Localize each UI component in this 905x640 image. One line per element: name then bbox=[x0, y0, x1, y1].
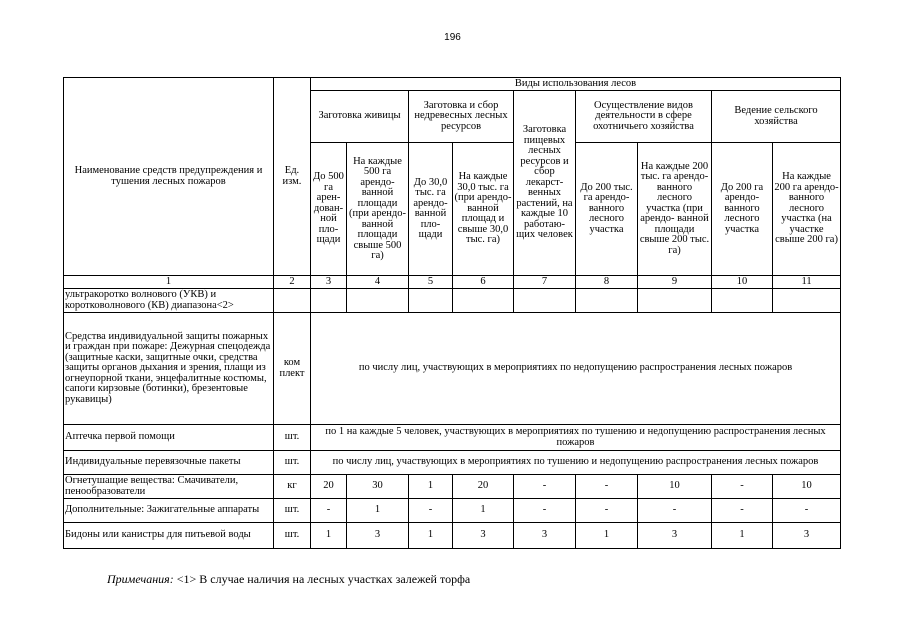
row-value: 20 bbox=[311, 475, 347, 499]
col-number: 2 bbox=[274, 276, 311, 289]
row-name: Бидоны или канистры для питьевой воды bbox=[64, 523, 274, 549]
header-col-6: На каждые 30,0 тыс. га (при арендо- ванной площад и свыше 30,0 тыс. га) bbox=[453, 143, 514, 276]
row-value: 3 bbox=[514, 523, 576, 549]
equipment-norms-table bbox=[63, 77, 841, 549]
row-value: 10 bbox=[638, 475, 712, 499]
row-spanned-value: по 1 на каждые 5 человек, участвующих в мероприятиях по тушению и недопущению распространения лесных пожаров bbox=[311, 425, 841, 451]
empty-cell bbox=[409, 289, 453, 313]
table-row bbox=[64, 475, 841, 499]
header-col-3: До 500 га арен- дован- ной пло- щади bbox=[311, 143, 347, 276]
col-number: 8 bbox=[576, 276, 638, 289]
row-value: - bbox=[712, 499, 773, 523]
row-value: 3 bbox=[773, 523, 841, 549]
header-name-col: Наименование средств предупреждения и тушения лесных пожаров bbox=[64, 78, 274, 276]
footnote-text: <1> В случае наличия на лесных участках залежей торфа bbox=[173, 572, 471, 586]
row-unit: кг bbox=[274, 475, 311, 499]
row-value: 20 bbox=[453, 475, 514, 499]
table-row bbox=[64, 313, 841, 425]
empty-cell bbox=[514, 289, 576, 313]
row-value: 1 bbox=[409, 475, 453, 499]
col-number: 7 bbox=[514, 276, 576, 289]
row-value: 30 bbox=[347, 475, 409, 499]
row-value: 10 bbox=[773, 475, 841, 499]
empty-cell bbox=[274, 289, 311, 313]
col-number: 3 bbox=[311, 276, 347, 289]
header-subgroup-resin: Заготовка живицы bbox=[311, 91, 409, 143]
table-row bbox=[64, 523, 841, 549]
row-value: 1 bbox=[311, 523, 347, 549]
header-subgroup-agriculture: Ведение сельского хозяйства bbox=[712, 91, 841, 143]
empty-cell bbox=[638, 289, 712, 313]
row-value: - bbox=[638, 499, 712, 523]
row-name: Индивидуальные перевязочные пакеты bbox=[64, 451, 274, 475]
row-value: 1 bbox=[347, 499, 409, 523]
table-row bbox=[64, 425, 841, 451]
col-number: 11 bbox=[773, 276, 841, 289]
row-unit: ком плект bbox=[274, 313, 311, 425]
row-value: 1 bbox=[576, 523, 638, 549]
row-value: 1 bbox=[409, 523, 453, 549]
column-numbers-row bbox=[64, 276, 841, 289]
row-name: Дополнительные: Зажигательные аппараты bbox=[64, 499, 274, 523]
row-value: 3 bbox=[453, 523, 514, 549]
row-unit: шт. bbox=[274, 523, 311, 549]
row-name: Аптечка первой помощи bbox=[64, 425, 274, 451]
col-number: 6 bbox=[453, 276, 514, 289]
header-col-9: На каждые 200 тыс. га арендо- ванного лесного участка (при арендо- ванной площади свыше 200 тыс. га) bbox=[638, 143, 712, 276]
row-value: - bbox=[576, 475, 638, 499]
row-value: - bbox=[514, 499, 576, 523]
row-value: 3 bbox=[638, 523, 712, 549]
empty-cell bbox=[773, 289, 841, 313]
header-group-title: Виды использования лесов bbox=[311, 78, 841, 91]
table-row bbox=[64, 289, 841, 313]
header-col-5: До 30,0 тыс. га арендо- ванной пло- щади bbox=[409, 143, 453, 276]
header-subgroup-food-resources: Заготовка пищевых лесных ресурсов и сбор лекарст- венных растений, на каждые 10 работаю- щих человек bbox=[514, 91, 576, 276]
row-spanned-value: по числу лиц, участвующих в мероприятиях по тушению и недопущению распространения лесных пожаров bbox=[311, 451, 841, 475]
footnote-label: Примечания: bbox=[107, 572, 174, 586]
col-number: 10 bbox=[712, 276, 773, 289]
empty-cell bbox=[311, 289, 347, 313]
empty-cell bbox=[576, 289, 638, 313]
row-spanned-value: по числу лиц, участвующих в мероприятиях по недопущению распространения лесных пожаров bbox=[311, 313, 841, 425]
row-value: - bbox=[409, 499, 453, 523]
row-value: - bbox=[311, 499, 347, 523]
row-value: 1 bbox=[453, 499, 514, 523]
header-col-8: До 200 тыс. га арендо- ванного лесного участка bbox=[576, 143, 638, 276]
row-value: 3 bbox=[347, 523, 409, 549]
footnote bbox=[107, 572, 470, 587]
page-number: 196 bbox=[444, 32, 461, 43]
row-value: - bbox=[712, 475, 773, 499]
row-unit: шт. bbox=[274, 425, 311, 451]
row-value: - bbox=[514, 475, 576, 499]
row-value: - bbox=[576, 499, 638, 523]
table-row bbox=[64, 499, 841, 523]
header-col-4: На каждые 500 га арендо- ванной площади (при арендо- ванной площади свыше 500 га) bbox=[347, 143, 409, 276]
header-subgroup-non-timber: Заготовка и сбор недревесных лесных ресурсов bbox=[409, 91, 514, 143]
row-name: Огнетушащие вещества: Смачиватели, пенообразователи bbox=[64, 475, 274, 499]
row-value: 1 bbox=[712, 523, 773, 549]
col-number: 1 bbox=[64, 276, 274, 289]
col-number: 9 bbox=[638, 276, 712, 289]
header-col-10: До 200 га арендо- ванного лесного участка bbox=[712, 143, 773, 276]
col-number: 4 bbox=[347, 276, 409, 289]
row-name: ультракоротко волнового (УКВ) и коротковолнового (КВ) диапазона<2> bbox=[64, 289, 274, 313]
row-unit: шт. bbox=[274, 499, 311, 523]
empty-cell bbox=[453, 289, 514, 313]
empty-cell bbox=[347, 289, 409, 313]
header-col-11: На каждые 200 га арендо- ванного лесного участка (на участке свыше 200 га) bbox=[773, 143, 841, 276]
row-unit: шт. bbox=[274, 451, 311, 475]
empty-cell bbox=[712, 289, 773, 313]
row-value: - bbox=[773, 499, 841, 523]
header-unit-col: Ед. изм. bbox=[274, 78, 311, 276]
header-subgroup-hunting: Осуществление видов деятельности в сфере охотничьего хозяйства bbox=[576, 91, 712, 143]
col-number: 5 bbox=[409, 276, 453, 289]
table-row bbox=[64, 451, 841, 475]
row-name: Средства индивидуальной защиты пожарных и граждан при пожаре: Дежурная спецодежда (защитные каски, защитные очки, средства защиты органов дыхания и зрения, плащи из огнеупорной ткани, энцефалитные костюмы, сапоги кирзовые (ботинки), брезентовые рукавицы) bbox=[64, 313, 274, 425]
